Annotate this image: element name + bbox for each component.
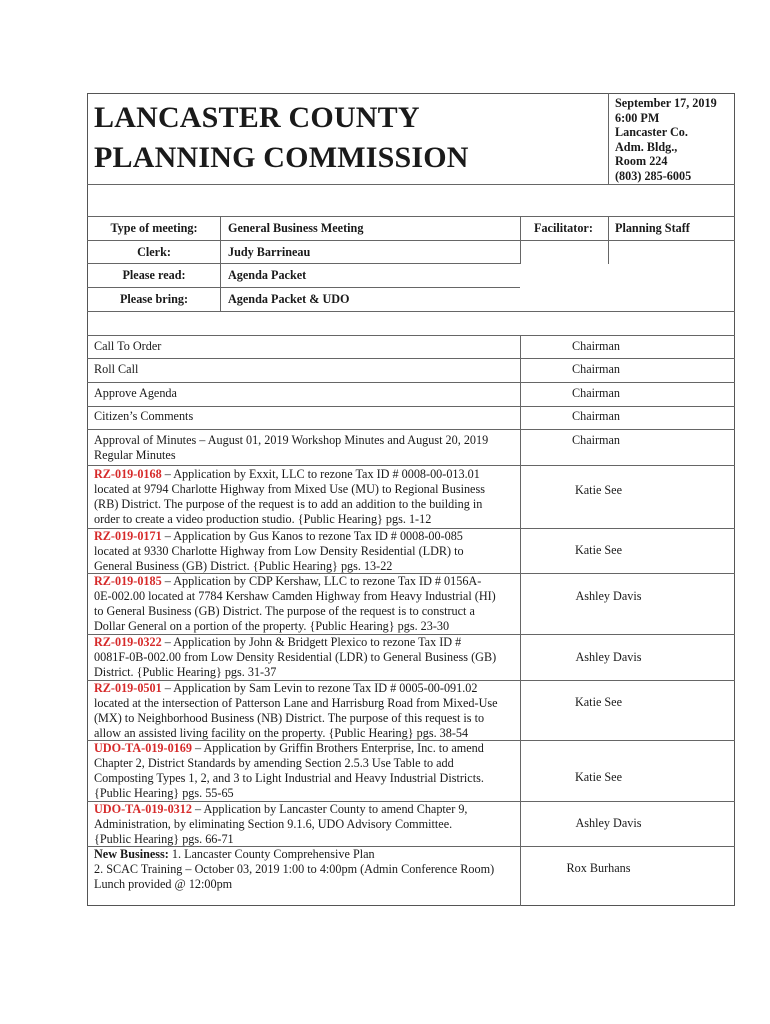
agenda-item-rz-019-0168: RZ-019-0168 – Application by Exxit, LLC to rezone Tax ID # 0008-00-013.01 located at 9794 Charlotte Highway from Mixed Use (MU) to Regional Business (RB) District. The purpose of the request is to add an addition to the building in order to create a video production studio. {Public Hearing} pgs. 1-12	[94, 467, 485, 526]
agenda-item-call-to-order: Call To Order	[94, 339, 162, 353]
agenda-item-rz-019-0171: RZ-019-0171 – Application by Gus Kanos to rezone Tax ID # 0008-00-085 located at 9330 Charlotte Highway from Low Density Residential (LDR) to General Business (GB) District. {Public Hearing} pgs. 13-22	[94, 529, 464, 573]
new-business-label: New Business:	[94, 847, 169, 861]
agenda-item-approval-of-minutes: Approval of Minutes – August 01, 2019 Workshop Minutes and August 20, 2019 Regular Minutes	[94, 433, 489, 462]
type-of-meeting-value: General Business Meeting	[228, 221, 364, 235]
responsible-udo-ta-019-0169: Katie See	[574, 770, 623, 784]
agenda-item-udo-ta-019-0169: UDO-TA-019-0169 – Application by Griffin Brothers Enterprise, Inc. to amend Chapter 2, District Standards by amending Section 2.5.3 Use Table to add Composting Types 1, 2, and 3 to Light Industrial and Heavy Industrial Districts. {Public Hearing} pgs. 55-65	[94, 741, 484, 800]
responsible-approve-agenda: Chairman	[571, 386, 621, 400]
agenda-item-new-business: New Business: 1. Lancaster County Comprehensive Plan 2. SCAC Training – October 03, 2019 1:00 to 4:00pm (Admin Conference Room) Lunch provided @ 12:00pm	[94, 847, 495, 891]
agenda-item-approve-agenda: Approve Agenda	[94, 386, 177, 400]
case-code: RZ-019-0168	[94, 467, 162, 481]
please-read-label: Please read:	[122, 268, 186, 282]
responsible-rz-019-0501: Katie See	[574, 695, 623, 709]
facilitator-value: Planning Staff	[615, 221, 690, 235]
meeting-location-2: Adm. Bldg.,	[615, 139, 678, 154]
meeting-date: September 17, 2019	[615, 96, 717, 110]
please-bring-value: Agenda Packet & UDO	[228, 292, 350, 306]
responsible-rz-019-0171: Katie See	[574, 543, 623, 557]
responsible-rz-019-0322: Ashley Davis	[575, 650, 642, 664]
meeting-details	[615, 96, 717, 183]
agenda-item-citizens-comments: Citizen’s Comments	[94, 409, 194, 423]
agenda-item-roll-call: Roll Call	[94, 362, 139, 376]
please-read-value: Agenda Packet	[228, 268, 307, 282]
responsible-udo-ta-019-0312: Ashley Davis	[575, 816, 642, 830]
responsible-rz-019-0185: Ashley Davis	[575, 589, 642, 603]
case-code: RZ-019-0185	[94, 574, 162, 588]
responsible-approval-of-minutes: Chairman	[571, 433, 621, 447]
responsible-citizens-comments: Chairman	[571, 409, 621, 423]
agenda-item-rz-019-0501: RZ-019-0501 – Application by Sam Levin to rezone Tax ID # 0005-00-091.02 located at the intersection of Patterson Lane and Harrisburg Road from Mixed-Use (MX) to Neighborhood Business (NB) District. The purpose of this request is to allow an assisted living facility on the property. {Public Hearing} pgs. 38-54	[94, 681, 498, 740]
clerk-label: Clerk:	[137, 245, 171, 259]
meeting-location-1: Lancaster Co.	[615, 125, 688, 139]
case-code: RZ-019-0501	[94, 681, 162, 695]
meeting-time: 6:00 PM	[615, 110, 660, 125]
facilitator-label: Facilitator:	[534, 221, 593, 235]
case-code: UDO-TA-019-0312	[94, 802, 192, 816]
title-line-2: PLANNING COMMISSION	[94, 141, 469, 174]
meeting-phone: (803) 285-6005	[615, 168, 692, 183]
responsible-call-to-order: Chairman	[571, 339, 621, 353]
clerk-value: Judy Barrineau	[228, 245, 311, 259]
responsible-rz-019-0168: Katie See	[574, 483, 623, 497]
type-of-meeting-label: Type of meeting:	[110, 221, 198, 235]
title-line-1: LANCASTER COUNTY	[94, 101, 420, 134]
case-code: RZ-019-0322	[94, 635, 162, 649]
case-code: UDO-TA-019-0169	[94, 741, 192, 755]
please-bring-label: Please bring:	[119, 292, 189, 306]
responsible-new-business: Rox Burhans	[566, 861, 631, 875]
agenda-item-rz-019-0322: RZ-019-0322 – Application by John & Bridgett Plexico to rezone Tax ID # 0081F-0B-002.00 from Low Density Residential (LDR) to General Business (GB) District. {Public Hearing} pgs. 31-37	[94, 635, 497, 679]
header-divider	[608, 93, 609, 184]
agenda-item-udo-ta-019-0312: UDO-TA-019-0312 – Application by Lancaster County to amend Chapter 9, Administration, by eliminating Section 9.1.6, UDO Advisory Committee. {Public Hearing} pgs. 66-71	[94, 802, 468, 846]
responsible-roll-call: Chairman	[571, 362, 621, 376]
agenda-item-rz-019-0185: RZ-019-0185 – Application by CDP Kershaw, LLC to rezone Tax ID # 0156A- 0E-002.00 located at 7784 Kershaw Camden Highway from Heavy Industrial (HI) to General Business (GB) District. The purpose of the request is to construct a Dollar General on a portion of the property. {Public Hearing} pgs. 23-30	[94, 574, 496, 633]
meeting-room: Room 224	[615, 154, 668, 168]
case-code: RZ-019-0171	[94, 529, 162, 543]
